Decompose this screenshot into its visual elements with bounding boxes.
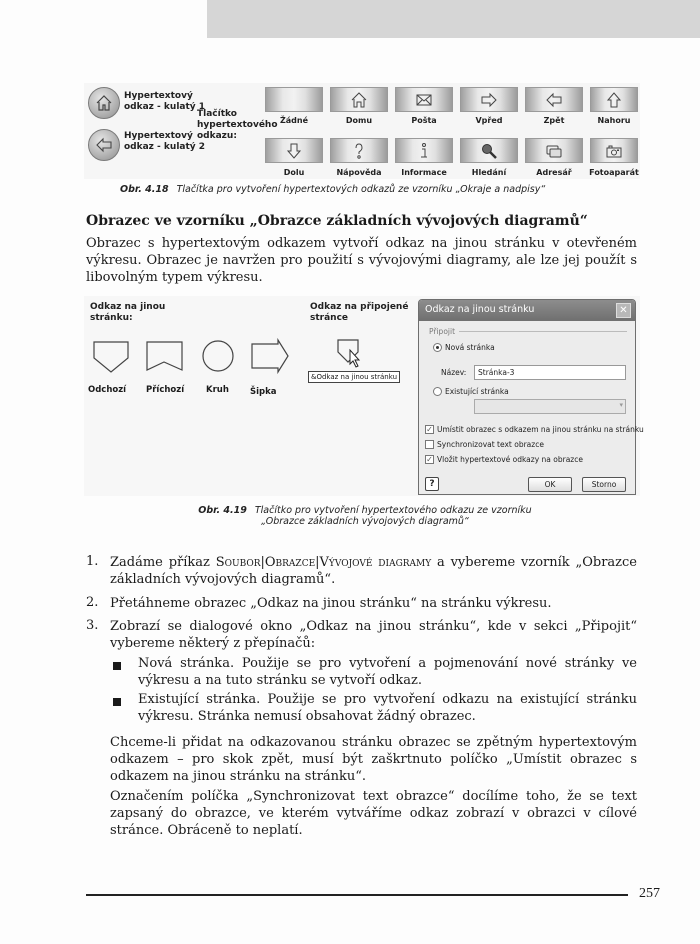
shape-label: Kruh (206, 385, 229, 395)
menu-path: Soubor|Obrazce|Vývojové diagramy (215, 555, 432, 570)
label-line: stránce (310, 313, 349, 323)
button-label: Vpřed (475, 116, 503, 125)
step-3: Zobrazí se dialogové okno „Odkaz na jinou stránku“, kde v sekci „Připojit“ vybereme některý z přepínačů: (110, 619, 637, 651)
info-icon (415, 142, 433, 160)
button-label: Fotoaparát (589, 168, 639, 177)
cancel-button[interactable]: Storno (582, 477, 626, 492)
button-label: Žádné (279, 116, 309, 125)
bullet-square-icon (113, 698, 121, 706)
figure-4-19 (84, 296, 644, 496)
label-line: odkazu: (197, 131, 237, 141)
radio-new-page[interactable] (433, 343, 442, 352)
button-back[interactable] (525, 87, 583, 112)
section-heading: Obrazec ve vzorníku „Obrazce základních vývojových diagramů“ (86, 213, 588, 229)
checkbox-place-shape-label: Umístit obrazec s odkazem na jinou stránku na stránku (437, 425, 644, 434)
paragraph: Označením políčka „Synchronizovat text obrazce“ docílíme toho, že se text zapsaný do obrazce, ve kterém vytváříme odkaz zobrazí v obrazci v cílové stránce. Obráceně to neplatí. (110, 789, 637, 838)
magnifier-icon (480, 142, 498, 160)
button-camera[interactable] (590, 138, 638, 163)
left-title (90, 302, 165, 324)
off-page-outgoing-shape-icon (94, 342, 128, 372)
arrow-shape-icon (252, 340, 288, 372)
button-info[interactable] (395, 138, 453, 163)
close-button[interactable] (616, 303, 631, 318)
button-label: Nápověda (336, 168, 382, 177)
step-2: Přetáhneme obrazec „Odkaz na jinou stránku“ na stránku výkresu. (110, 596, 552, 611)
label-line: Odkaz na připojené (310, 302, 409, 312)
button-label: Informace (401, 168, 447, 177)
page-name-input[interactable] (474, 365, 626, 380)
question-icon (350, 142, 368, 160)
off-page-shape-with-cursor-icon[interactable] (336, 338, 376, 370)
button-home[interactable] (330, 87, 388, 112)
step-number: 3. (86, 618, 99, 633)
middle-title (310, 302, 408, 324)
caption-text: Tlačítka pro vytvoření hypertextových odkazů ze vzorníku „Okraje a nadpisy“ (176, 184, 546, 195)
checkbox-sync-text-label: Synchronizovat text obrazce (437, 440, 544, 449)
bullet-square-icon (113, 662, 121, 670)
figure-4-19-caption (175, 505, 555, 527)
round-hyperlink-button-1[interactable] (88, 87, 120, 119)
dialog-title: Odkaz na jinou stránku (425, 304, 535, 315)
checkbox-sync-text[interactable] (425, 440, 434, 449)
label-line: Tlačítko (197, 109, 237, 119)
checkbox-place-shape[interactable]: ✓ (426, 425, 433, 434)
button-none[interactable] (265, 87, 323, 112)
caption-text: Tlačítko pro vytvoření hypertextového odkazu ze vzorníku (254, 505, 532, 516)
name-label: Název: (441, 368, 467, 377)
home-icon (350, 91, 368, 109)
button-label: Dolu (283, 168, 305, 177)
caption-number: Obr. 4.19 (198, 505, 247, 516)
button-help[interactable] (330, 138, 388, 163)
figure-4-18 (84, 83, 640, 179)
label-line: odkaz - kulatý 2 (124, 142, 206, 152)
button-label: Domu (345, 116, 373, 125)
dialog-titlebar (419, 300, 635, 321)
off-page-reference-dialog (418, 299, 644, 495)
step-text: Zadáme příkaz (110, 555, 216, 570)
shape-label: Šipka (250, 387, 277, 397)
label-line: Hypertextový (124, 131, 193, 141)
button-up[interactable] (590, 87, 638, 112)
button-directory[interactable] (525, 138, 583, 163)
page-name-value: Stránka-3 (478, 368, 515, 377)
label-line: odkaz - kulatý 1 (124, 102, 206, 112)
button-down[interactable] (265, 138, 323, 163)
button-label: Pošta (411, 116, 437, 125)
circle-shape-icon (203, 341, 233, 371)
round-hyperlink-button-2[interactable] (88, 129, 120, 161)
ok-button[interactable]: OK (528, 477, 572, 492)
radio-existing-page-label: Existující stránka (445, 387, 509, 396)
footer-rule (86, 894, 628, 896)
shape-label: Odchozí (88, 385, 127, 395)
button-mail[interactable] (395, 87, 453, 112)
radio-new-page-label: Nová stránka (445, 343, 495, 352)
step-number: 1. (86, 554, 99, 569)
round-button-1-label (124, 91, 205, 113)
off-page-incoming-shape-icon (147, 342, 182, 370)
checkbox-insert-hyperlinks[interactable]: ✓ (426, 455, 433, 464)
chevron-down-icon: ▾ (619, 401, 623, 409)
existing-page-dropdown[interactable] (474, 399, 626, 414)
bullet-item: Existující stránka. Použije se pro vytvoření odkazu na existující stránku výkresu. Stránka nemusí obsahovat žádný obrazec. (138, 692, 637, 724)
arrow-down-icon (285, 142, 303, 160)
close-icon: ✕ (619, 305, 628, 316)
button-forward[interactable] (460, 87, 518, 112)
label-line: Hypertextový (124, 91, 193, 101)
arrow-up-icon (605, 91, 623, 109)
radio-existing-page[interactable] (433, 387, 442, 396)
caption-text: „Obrazce základních vývojových diagramů“ (261, 516, 469, 527)
flowchart-shapes (92, 338, 292, 378)
label-line: Odkaz na jinou (90, 302, 166, 312)
shape-tooltip: &Odkaz na jinou stránku (308, 371, 400, 383)
group-divider (459, 331, 627, 332)
label-line: stránku: (90, 313, 133, 323)
step-text: a vybereme vzorník „Obrazce základních vývojových diagramů“. (110, 555, 638, 587)
button-search[interactable] (460, 138, 518, 163)
help-icon: ? (429, 479, 435, 489)
button-label: Nahoru (597, 116, 631, 125)
arrow-left-icon (94, 135, 114, 155)
arrow-left-icon (545, 91, 563, 109)
round-button-2-label (124, 131, 205, 153)
caption-number: Obr. 4.18 (120, 184, 169, 195)
button-label: Hledání (471, 168, 507, 177)
checkbox-insert-hyperlinks-label: Vložit hypertextové odkazy na obrazce (437, 455, 583, 464)
bullet-item: Nová stránka. Použije se pro vytvoření a pojmenování nové stránky ve výkresu a na tuto stránku se vytvoří odkaz. (138, 656, 637, 688)
button-label: Zpět (543, 116, 565, 125)
envelope-icon (415, 91, 433, 109)
group-label-connect: Připojit (429, 327, 456, 336)
button-label: Adresář (536, 168, 572, 177)
header-band (207, 0, 700, 38)
page-number: 257 (639, 886, 660, 901)
figure-4-18-caption (120, 184, 545, 195)
shape-label: Příchozí (146, 385, 185, 395)
intro-paragraph: Obrazec s hypertextovým odkazem vytvoří odkaz na jinou stránku v otevřeném výkresu. Obrazec je navržen pro použití s vývojovými diagramy, ale lze jej použít s libovolným typem výkresu. (86, 236, 637, 285)
step-number: 2. (86, 595, 99, 610)
label-line: hypertextového (197, 120, 278, 130)
folder-icon (545, 142, 563, 160)
help-button[interactable] (425, 477, 439, 491)
camera-icon (605, 142, 623, 160)
home-icon (94, 93, 114, 113)
arrow-right-icon (480, 91, 498, 109)
paragraph: Chceme-li přidat na odkazovanou stránku obrazec se zpětným hypertextovým odkazem – pro skok zpět, musí být zaškrtnuto políčko „Umístit obrazec s odkazem na jinou stránku na stránku“. (110, 735, 637, 784)
step-1 (110, 554, 637, 588)
